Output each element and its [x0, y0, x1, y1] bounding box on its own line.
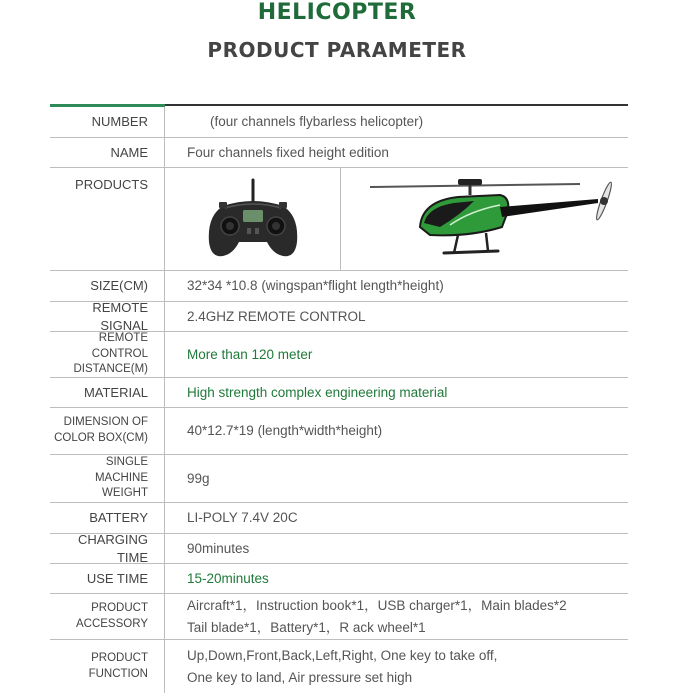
- row-value: 15-20minutes: [187, 570, 269, 586]
- row-label: REMOTE CONTROL DISTANCE(M): [50, 332, 165, 377]
- products-images: [165, 168, 628, 270]
- row-value: 99g: [187, 470, 210, 486]
- row-label: PRODUCT ACCESSORY: [50, 594, 165, 639]
- table-row: [50, 408, 628, 455]
- table-row: [50, 299, 628, 333]
- row-value: 40*12.7*19 (length*width*height): [187, 423, 383, 439]
- row-value: 32*34 *10.8 (wingspan*flight length*height): [187, 278, 444, 294]
- row-label: CHARGING TIME: [50, 534, 165, 563]
- table-row: [50, 271, 628, 302]
- row-label: NUMBER: [50, 106, 165, 137]
- table-row: [50, 138, 628, 168]
- row-value: (four channels flybarless helicopter): [210, 113, 424, 129]
- row-value: Four channels fixed height edition: [187, 144, 389, 160]
- row-value: More than 120 meter: [187, 346, 313, 362]
- row-value: Aircraft*1，Instruction book*1，USB charger*1，Main blades*2 Tail blade*1，Battery*1，R ack wheel*1: [187, 597, 567, 635]
- table-row: [50, 168, 628, 271]
- row-label: MATERIAL: [50, 378, 165, 407]
- row-label: PRODUCTS: [50, 168, 165, 270]
- row-label: REMOTE SIGNAL: [50, 302, 165, 331]
- row-value: High strength complex engineering material: [187, 384, 448, 400]
- helicopter-icon: [350, 171, 620, 267]
- table-row: [50, 531, 628, 565]
- row-value: 2.4GHZ REMOTE CONTROL: [187, 308, 366, 324]
- table-row: [50, 594, 628, 640]
- row-value: 90minutes: [187, 540, 250, 556]
- row-label: SINGLE MACHINE WEIGHT: [50, 455, 165, 502]
- row-label: BATTERY: [50, 503, 165, 533]
- table-row: [50, 106, 628, 138]
- accent-line: [50, 104, 165, 107]
- table-row: [50, 378, 628, 408]
- row-value: Up,Down,Front,Back,Left,Right, One key to take off, One key to land, Air pressure set high: [187, 647, 498, 685]
- table-row: [50, 640, 628, 693]
- parameter-table: [50, 104, 628, 693]
- row-value: LI-POLY 7.4V 20C: [187, 510, 298, 526]
- row-label: USE TIME: [50, 564, 165, 593]
- row-label: DIMENSION OF COLOR BOX(CM): [50, 408, 165, 454]
- row-label: PRODUCT FUNCTION: [50, 640, 165, 693]
- row-label: NAME: [50, 138, 165, 167]
- page-title: HELICOPTER: [257, 0, 417, 25]
- page-subtitle: PRODUCT PARAMETER: [207, 38, 467, 62]
- remote-controller-icon: [203, 176, 303, 262]
- row-label: SIZE(CM): [50, 271, 165, 301]
- table-row: [50, 332, 628, 378]
- table-row: [50, 503, 628, 534]
- table-row: [50, 455, 628, 503]
- table-row: [50, 564, 628, 594]
